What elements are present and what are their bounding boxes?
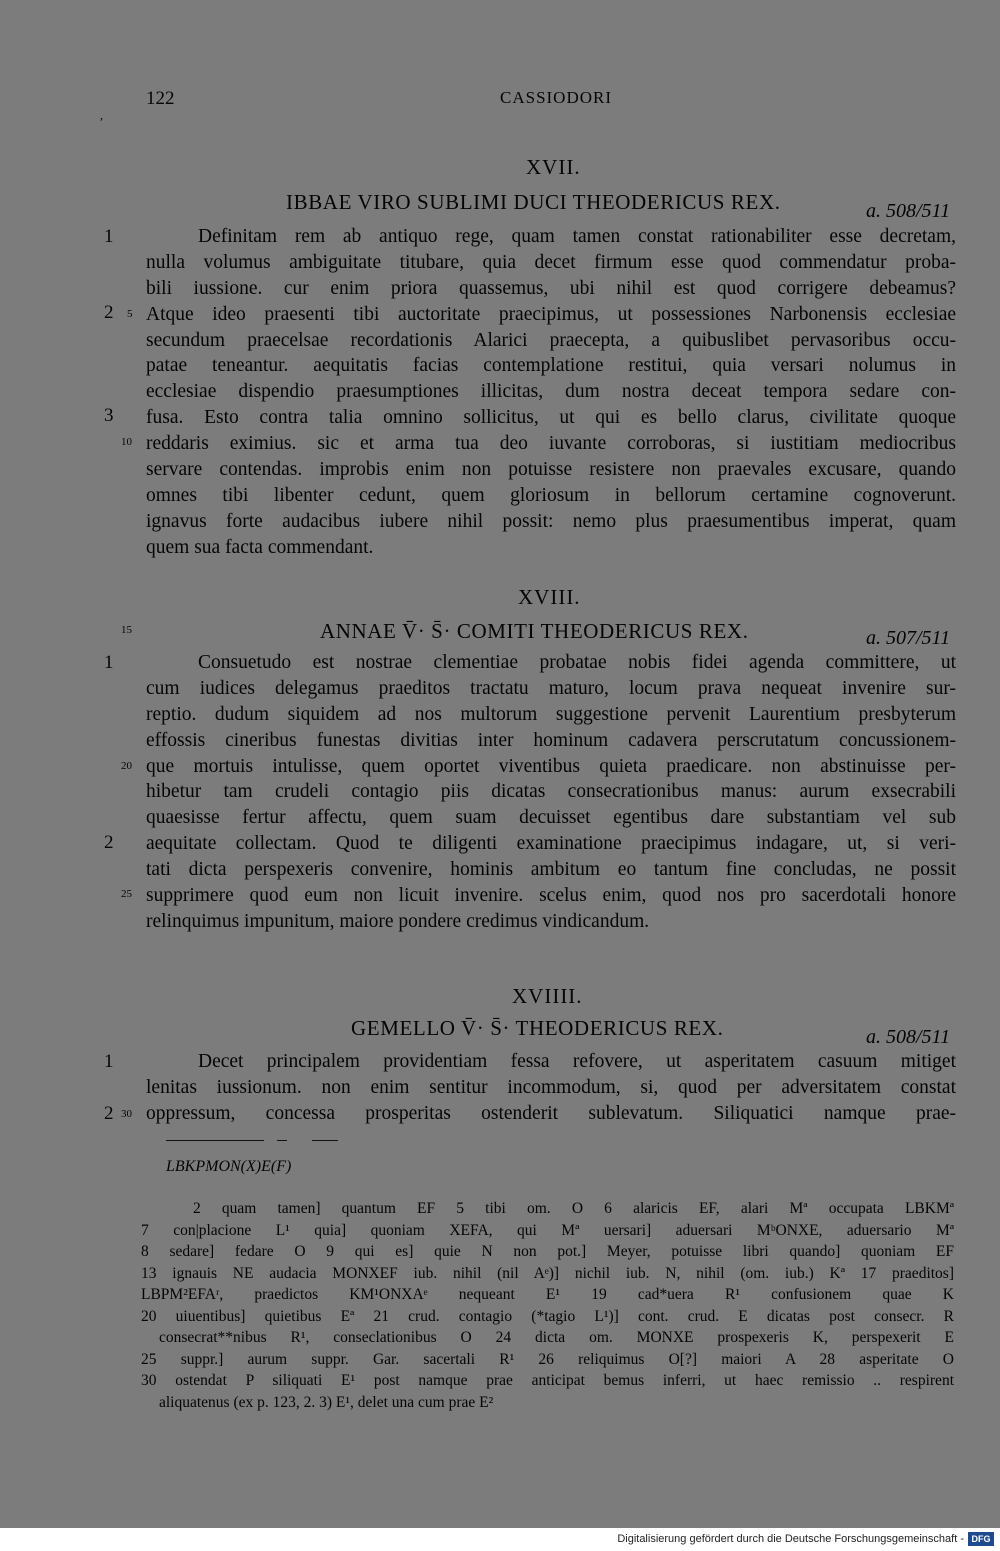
margin-section-number: 3 [104,405,114,426]
text-line: reptio. dudum siquidem ad nos multorum suggestione pervenit Laurentium presbyterum [146,703,956,725]
section-numeral: XVIII. [518,585,581,609]
text-line: quaesisse fertur affectu, quem suam decuisset egentibus dare substantiam vel sub [146,807,956,829]
text-line: que mortuis intulisse, quem oportet viventibus quieta praedicare. non abstinuisse per- [146,755,956,777]
apparatus-line: 25 suppr.] aurum suppr. Gar. sacertali R¹ 26 reliquimus O[?] maiori A 28 asperitate O [141,1350,954,1368]
text-line: relinquimus impunitum, maiore pondere credimus vindicandum. [146,910,650,932]
text-line: quem sua facta commendant. [146,536,374,558]
section-title: GEMELLO V̄· S̄· THEODERICUS REX. [351,1016,724,1040]
margin-section-number: 1 [104,652,114,673]
text-line: fusa. Esto contra talia omnino sollicitus, ut qui es bello clarus, civilitate quoque [146,407,956,429]
margin-line-number: 20 [121,760,132,772]
text-line: cum iudices delegamus praeditos tractatu maturo, locum prava nequeat invenire sur- [146,677,956,699]
text-line: Atque ideo praesenti tibi auctoritate praecipimus, ut possessiones Narbonensis ecclesiae [146,303,956,325]
text-line: secundum praecelsae recordationis Alarici praecepta, a quibuslibet pervasoribus occu- [146,329,956,351]
section-body [146,650,956,935]
text-line: oppressum, concessa prosperitas ostenderit sublevatum. Siliquatici namque prae- [146,1102,956,1124]
section-body [146,1049,956,1127]
margin-line-number: 5 [127,308,133,320]
apparatus-line: 20 uiuentibus] quietibus Eª 21 crud. contagio (*tagio L¹)] cont. crud. E dicatas post consecr. R [141,1307,954,1325]
apparatus-line: 30 ostendat P siliquati E¹ post namque prae anticipat bemus inferri, ut haec remissio .. respirent [141,1372,954,1389]
apparatus-line: consecrat**nibus R¹, conseclationibus O 24 dicta om. MONXE prospexeris K, perspexerit E [159,1329,954,1346]
text-line: patae teneantur. aequitatis facias contemplatione restitui, quia versari nolumus in [146,355,956,377]
margin-section-number: 2 [104,832,114,853]
apparatus-line: LBPM²EFAʳ, praedictos KM¹ONXAᵉ nequeant E¹ 19 cad*uera R¹ confusionem quae K [141,1286,954,1303]
section-numeral: XVII. [526,155,581,179]
section-date: a. 507/511 [866,627,951,649]
apparatus-line: 7 con|placione L¹ quia] quoniam XEFA, qui Mª uersari] aduersari MᵇONXE, aduersario Mª [141,1221,954,1239]
footnote-rule [312,1140,338,1141]
text-line: ecclesiae dispendio praesumptiones illicitas, dum nostra deceat tempora sedare con- [146,381,956,403]
text-line: lenitas iussionum. non enim sentitur incommodum, si, quod per adversitatem constat [146,1076,956,1098]
margin-section-number: 2 [104,302,114,323]
text-line: omnes tibi libenter cedunt, quem gloriosum in bellorum certamine cognoverunt. [146,484,956,506]
section-body [146,224,956,561]
text-line: Definitam rem ab antiquo rege, quam tamen constat rationabiliter esse decretam, [198,226,956,247]
footnote-rule [166,1140,264,1141]
funding-notice: Digitalisierung gefördert durch die Deutsche Forschungsgemeinschaft - [617,1533,964,1545]
text-line: tati dicta perspexeris convenire, hominis ambitum eo tantum fine concludas, ne possit [146,859,956,881]
margin-section-number: 2 [104,1103,114,1124]
section-title: IBBAE VIRO SUBLIMI DUCI THEODERICUS REX. [286,190,781,214]
text-line: aequitate collectam. Quod te diligenti examinatione praecipimus indagare, ut, si veri- [146,833,956,855]
text-line: nulla volumus ambiguitate titubare, quia decet firmum esse quod commendatur proba- [146,251,956,273]
apparatus-line: 2 quam tamen] quantum EF 5 tibi om. O 6 alaricis EF, alari Mª occupata LBKMª [193,1200,954,1217]
text-line: Consuetudo est nostrae clementiae probatae nobis fidei agenda committere, ut [198,652,956,673]
margin-mark: , [100,108,103,122]
manuscript-sigla: LBKPMON(X)E(F) [166,1158,292,1175]
margin-line-number: 25 [121,888,132,900]
margin-line-number: 15 [121,624,132,636]
page-number: 122 [146,88,175,109]
apparatus-line: 13 ignauis NE audacia MONXEF iub. nihil (nil Aᵉ)] nichil iub. N, nihil (om. iub.) Kª 17 praeditos] [141,1264,954,1282]
margin-section-number: 1 [104,226,114,247]
dfg-logo: DFG [968,1532,994,1546]
text-line: hibetur tam crudeli contagio piis dicatas consecrationibus manus: aurum exsecrabili [146,781,956,803]
apparatus-line: aliquatenus (ex p. 123, 2. 3) E¹, delet una cum prae E² [159,1393,494,1411]
critical-apparatus [141,1198,954,1413]
section-title: ANNAE V̄· S̄· COMITI THEODERICUS REX. [320,619,749,643]
section-numeral: XVIIII. [512,984,583,1008]
text-line: reddaris eximius. sic et arma tua deo iuvante corroboras, si iustitiam mediocribus [146,433,956,455]
section-date: a. 508/511 [866,200,951,222]
text-line: servare contendas. improbis enim non potuisse resistere non praevales excusare, quando [146,459,956,481]
text-line: supprimere quod eum non licuit invenire. scelus enim, quod nos pro sacerdotali honore [146,885,956,907]
text-line: effossis cineribus funestas divitias inter hominum cadavera perscrutatum concussionem- [146,729,956,751]
apparatus-line: 8 sedare] fedare O 9 qui es] quie N non pot.] Meyer, potuisse libri quando] quoniam EF [141,1243,954,1260]
text-line: bili iussione. cur enim priora quassemus, ubi nihil est quod corrigere debeamus? [146,277,956,299]
footnote-rule [277,1140,287,1141]
margin-line-number: 30 [121,1108,132,1120]
margin-line-number: 10 [121,436,132,448]
margin-section-number: 1 [104,1051,114,1072]
text-line: Decet principalem providentiam fessa refovere, ut asperitatem casuum mitiget [198,1051,956,1072]
section-date: a. 508/511 [866,1026,951,1048]
text-line: ignavus forte audacibus iubere nihil possit: nemo plus praesumentibus imperat, quam [146,510,956,532]
running-title: CASSIODORI [500,88,613,107]
